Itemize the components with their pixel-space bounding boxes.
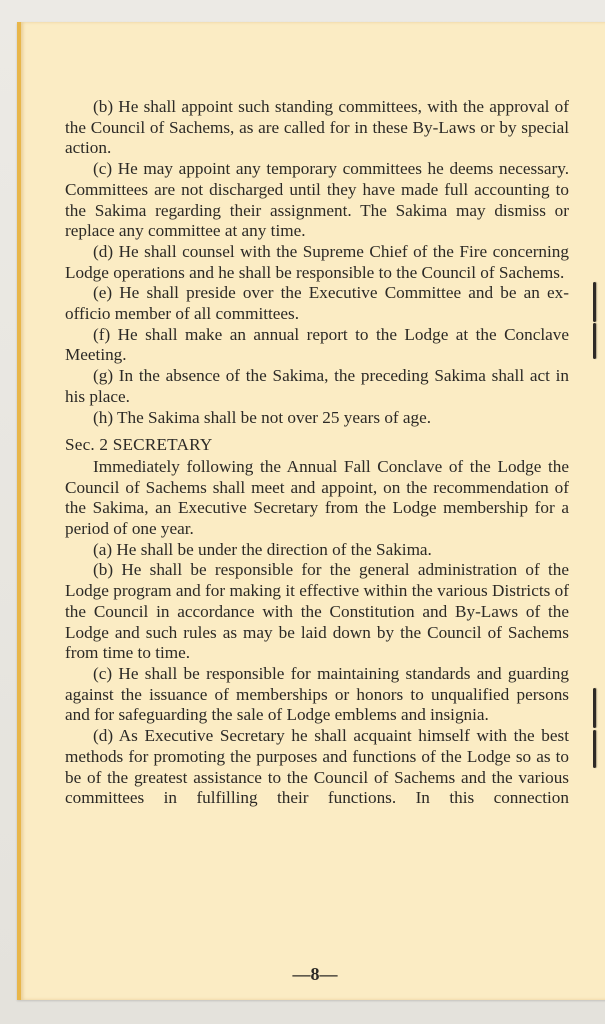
paragraph: (c) He shall be responsible for maintaining standards and guarding against the issuance of memberships or honors to unqualified persons and for safeguarding the sale of Lodge emblems and insignia. xyxy=(65,663,569,725)
paragraph: (g) In the absence of the Sakima, the preceding Sakima shall act in his place. xyxy=(65,366,569,406)
paragraph: (d) As Executive Secretary he shall acquaint himself with the best methods for promoting the purposes and functions of the Lodge so as to be of the greatest assistance to the Council of Sachems and the various committees in fulfilling their functions. In this connection xyxy=(65,726,569,808)
staple-top-upper xyxy=(593,282,596,322)
paragraph: (h) The Sakima shall be not over 25 years of age. xyxy=(93,407,432,427)
paragraph: (f) He shall make an annual report to the Lodge at the Conclave Meeting. xyxy=(65,324,569,365)
paragraph: (b) He shall appoint such standing committees, with the approval of the Council of Sachems, as are called for in these By-Laws or by special action. xyxy=(65,97,569,158)
page-number: —8— xyxy=(292,964,338,984)
staple-top-lower xyxy=(593,323,596,359)
paragraph: (d) He shall counsel with the Supreme Chief of the Fire concerning Lodge operations and he shall be responsible to the Council of Sachems. xyxy=(65,241,569,282)
paragraph: (c) He may appoint any temporary committees he deems necessary. Committees are not discharged until they have made full accounting to the Sakima regarding their assignment. The Sakima may dismiss or replace any committee at any time. xyxy=(65,159,569,241)
paragraph: (e) He shall preside over the Executive Committee and be an ex-officio member of all committees. xyxy=(65,283,569,324)
paragraph: (a) He shall be under the direction of the Sakima. xyxy=(93,539,432,559)
section-heading: Sec. 2 SECRETARY xyxy=(65,435,213,455)
paragraph: Immediately following the Annual Fall Conclave of the Lodge the Council of Sachems shall meet and appoint, on the recommendation of the Sakima, an Executive Secretary from the Lodge membership for a period of one year. xyxy=(65,456,569,539)
staple-bottom-lower xyxy=(593,730,596,768)
body-text xyxy=(65,97,569,809)
staple-bottom-upper xyxy=(593,688,596,728)
paragraph: (b) He shall be responsible for the general administration of the Lodge program and for making it effective within the various Districts of the Council in accordance with the Constitution and By-Laws of the Lodge and such rules as may be laid down by the Council of Sachems from time to time. xyxy=(65,560,569,663)
booklet-page xyxy=(17,22,605,1000)
